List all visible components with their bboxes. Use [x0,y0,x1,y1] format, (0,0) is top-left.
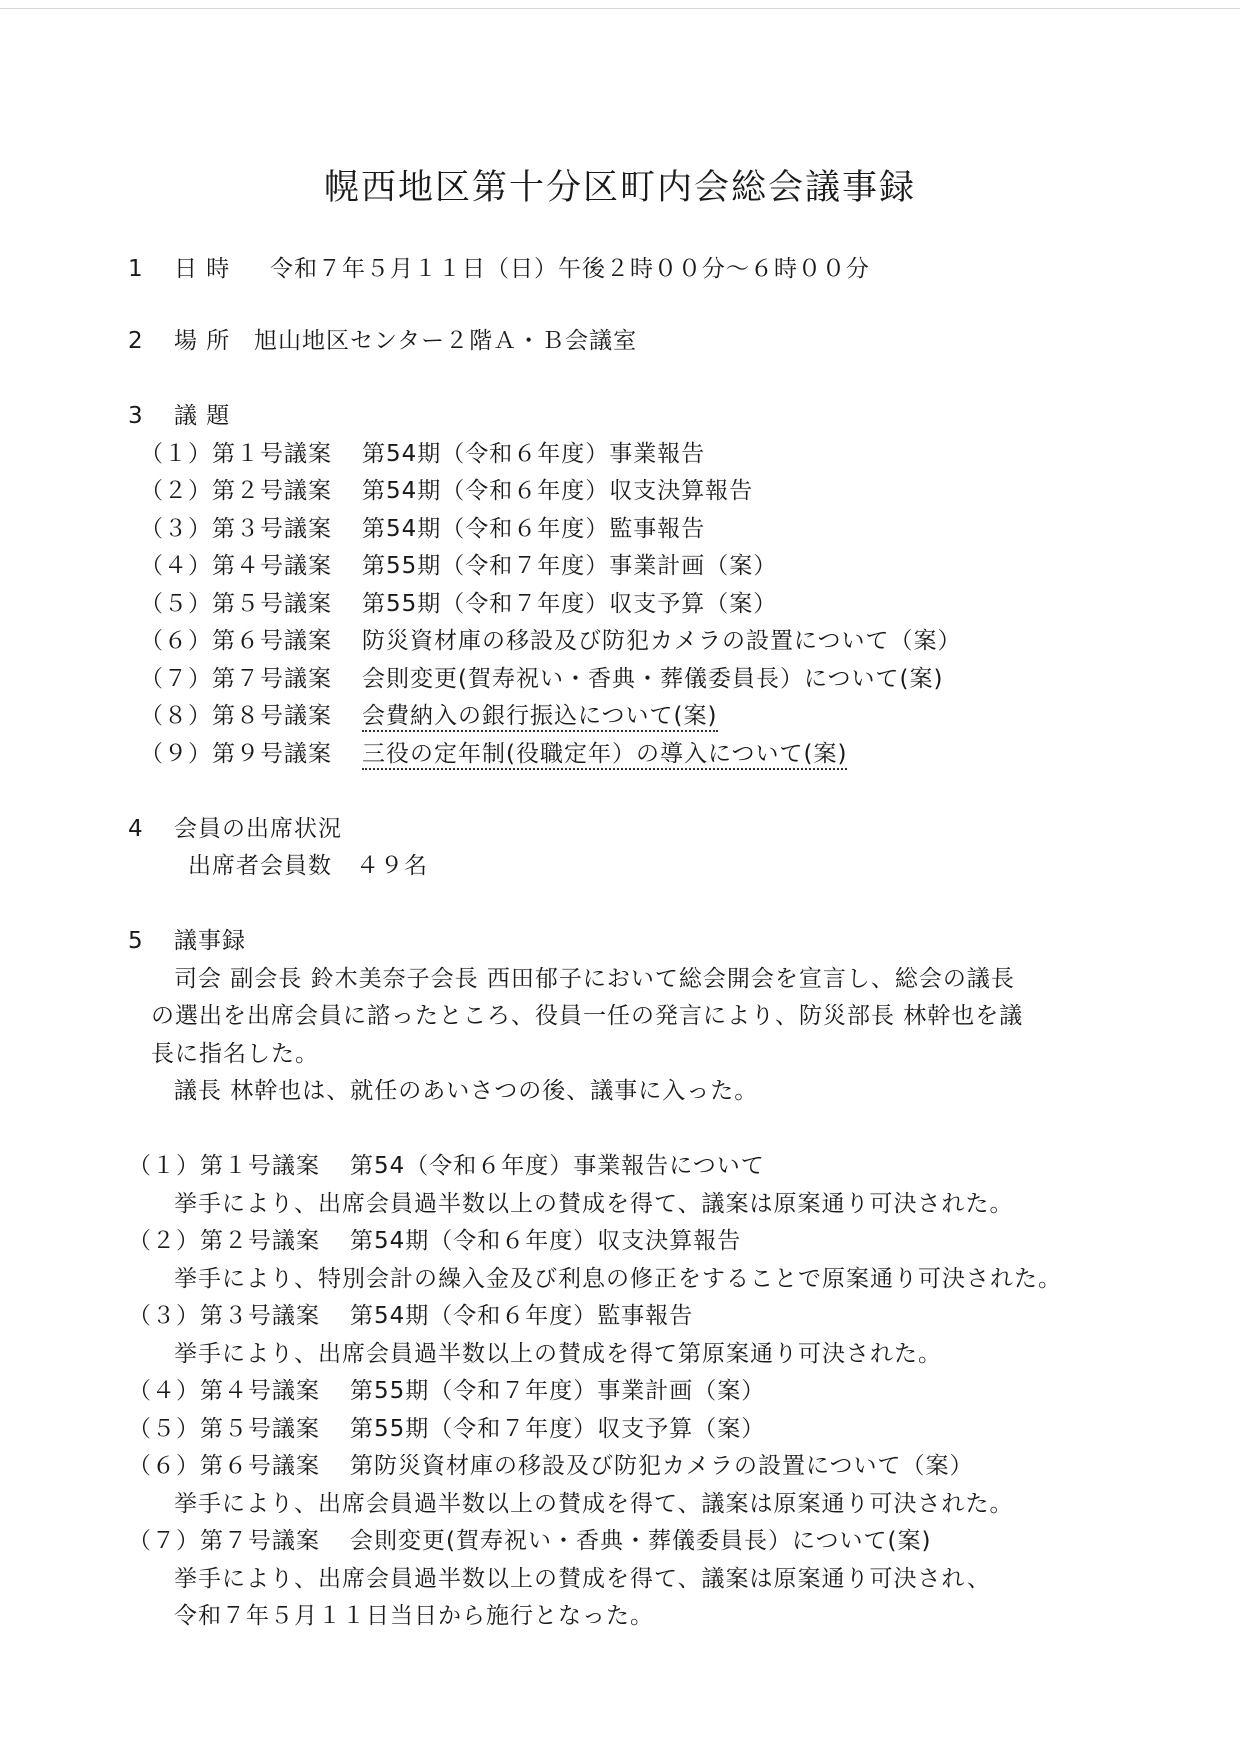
agenda-item-text: 会費納入の銀行振込について(案) [362,703,718,732]
minutes-result: 令和７年５月１１日当日から施行となった。 [174,1603,654,1629]
minutes-item-number: （４）第４号議案 [128,1378,320,1404]
section-number: 3 [128,403,144,429]
agenda-item [140,476,753,506]
minutes-item-text: 第防災資材庫の移設及び防犯カメラの設置について（案） [350,1453,974,1479]
agenda-item [140,514,705,544]
scan-edge-line [0,8,1240,9]
minutes-item-text: 第54（令和６年度）事業報告について [350,1153,765,1179]
section-place [128,326,637,356]
minutes-item-number: （３）第３号議案 [128,1303,320,1329]
minutes-paragraph-line: 長に指名した。 [151,1041,319,1067]
section-label: 議 題 [174,403,231,429]
minutes-item-text: 第54期（令和６年度）監事報告 [350,1303,694,1329]
minutes-item-number: （５）第５号議案 [128,1416,320,1442]
agenda-item-number: （３）第３号議案 [140,516,332,542]
document-title: 幌西地区第十分区町内会総会議事録 [323,168,916,208]
section-minutes-heading [128,926,246,956]
minutes-item-text: 会則変更(賀寿祝い・香典・葬儀委員長）について(案) [350,1528,932,1554]
minutes-item [128,1414,765,1444]
minutes-result: 挙手により、出席会員過半数以上の賛成を得て、議案は原案通り可決された。 [174,1191,1014,1217]
agenda-item [140,439,705,469]
minutes-result: 挙手により、出席会員過半数以上の賛成を得て、議案は原案通り可決され、 [174,1566,991,1592]
agenda-item-text: 第55期（令和７年度）事業計画（案） [362,553,778,579]
section-number: 2 [128,328,144,354]
agenda-item [140,589,777,619]
agenda-item-number: （１）第１号議案 [140,441,332,467]
attendance-count: 出席者会員数 ４９名 [188,853,428,879]
agenda-item-text: 第54期（令和６年度）事業報告 [362,441,706,467]
agenda-item-number: （７）第７号議案 [140,666,332,692]
minutes-item-number: （１）第１号議案 [128,1153,320,1179]
minutes-item-number: （２）第２号議案 [128,1228,320,1254]
minutes-item-number: （７）第７号議案 [128,1528,320,1554]
minutes-paragraph-line: の選出を出席会員に諮ったところ、役員一任の発言により、防災部長 林幹也を議 [151,1003,1024,1029]
agenda-item [140,701,718,731]
agenda-item-text: 会則変更(賀寿祝い・香典・葬儀委員長）について(案) [362,666,944,692]
section-attendance-heading [128,814,342,844]
agenda-item-number: （８）第８号議案 [140,703,332,729]
section-label: 場 所 [174,328,231,354]
agenda-item-text: 第54期（令和６年度）監事報告 [362,516,706,542]
section-agenda-heading [128,401,230,431]
minutes-result: 挙手により、出席会員過半数以上の賛成を得て、議案は原案通り可決された。 [174,1491,1014,1517]
agenda-item-number: （４）第４号議案 [140,553,332,579]
agenda-item-text: 第55期（令和７年度）収支予算（案） [362,591,778,617]
section-label: 会員の出席状況 [174,816,342,842]
section-number: 4 [128,816,144,842]
minutes-item-text: 第54期（令和６年度）収支決算報告 [350,1228,742,1254]
section-label: 日 時 [174,256,231,282]
agenda-item [140,626,962,656]
place-value: 旭山地区センター２階Ａ・Ｂ会議室 [254,328,638,354]
minutes-paragraph-line: 司会 副会長 鈴木美奈子会長 西田郁子において総会開会を宣言し、総会の議長 [174,966,1015,992]
section-datetime [128,254,870,284]
minutes-item [128,1526,931,1556]
minutes-item [128,1301,693,1331]
agenda-item-number: （５）第５号議案 [140,591,332,617]
agenda-item [140,664,943,694]
agenda-item-number: （６）第６号議案 [140,628,332,654]
agenda-item [140,551,777,581]
minutes-item-text: 第55期（令和７年度）収支予算（案） [350,1416,766,1442]
agenda-item [140,739,847,769]
section-number: 5 [128,928,144,954]
agenda-item-text: 防災資材庫の移設及び防犯カメラの設置について（案） [362,628,962,654]
agenda-item-text: 三役の定年制(役職定年）の導入について(案) [362,741,847,770]
agenda-item-number: （２）第２号議案 [140,478,332,504]
minutes-item [128,1376,765,1406]
minutes-result: 挙手により、特別会計の繰入金及び利息の修正をすることで原案通り可決された。 [174,1266,1062,1292]
minutes-result: 挙手により、出席会員過半数以上の賛成を得て第原案通り可決された。 [174,1341,942,1367]
agenda-item-number: （９）第９号議案 [140,741,332,767]
datetime-value: 令和７年５月１１日（日）午後２時００分～６時００分 [270,256,870,282]
section-label: 議事録 [174,928,246,954]
minutes-item [128,1451,974,1481]
section-number: 1 [128,256,144,282]
minutes-item-text: 第55期（令和７年度）事業計画（案） [350,1378,766,1404]
minutes-item [128,1151,765,1181]
agenda-item-text: 第54期（令和６年度）収支決算報告 [362,478,754,504]
minutes-item-number: （６）第６号議案 [128,1453,320,1479]
minutes-paragraph-line: 議長 林幹也は、就任のあいさつの後、議事に入った。 [174,1078,759,1104]
minutes-item [128,1226,741,1256]
